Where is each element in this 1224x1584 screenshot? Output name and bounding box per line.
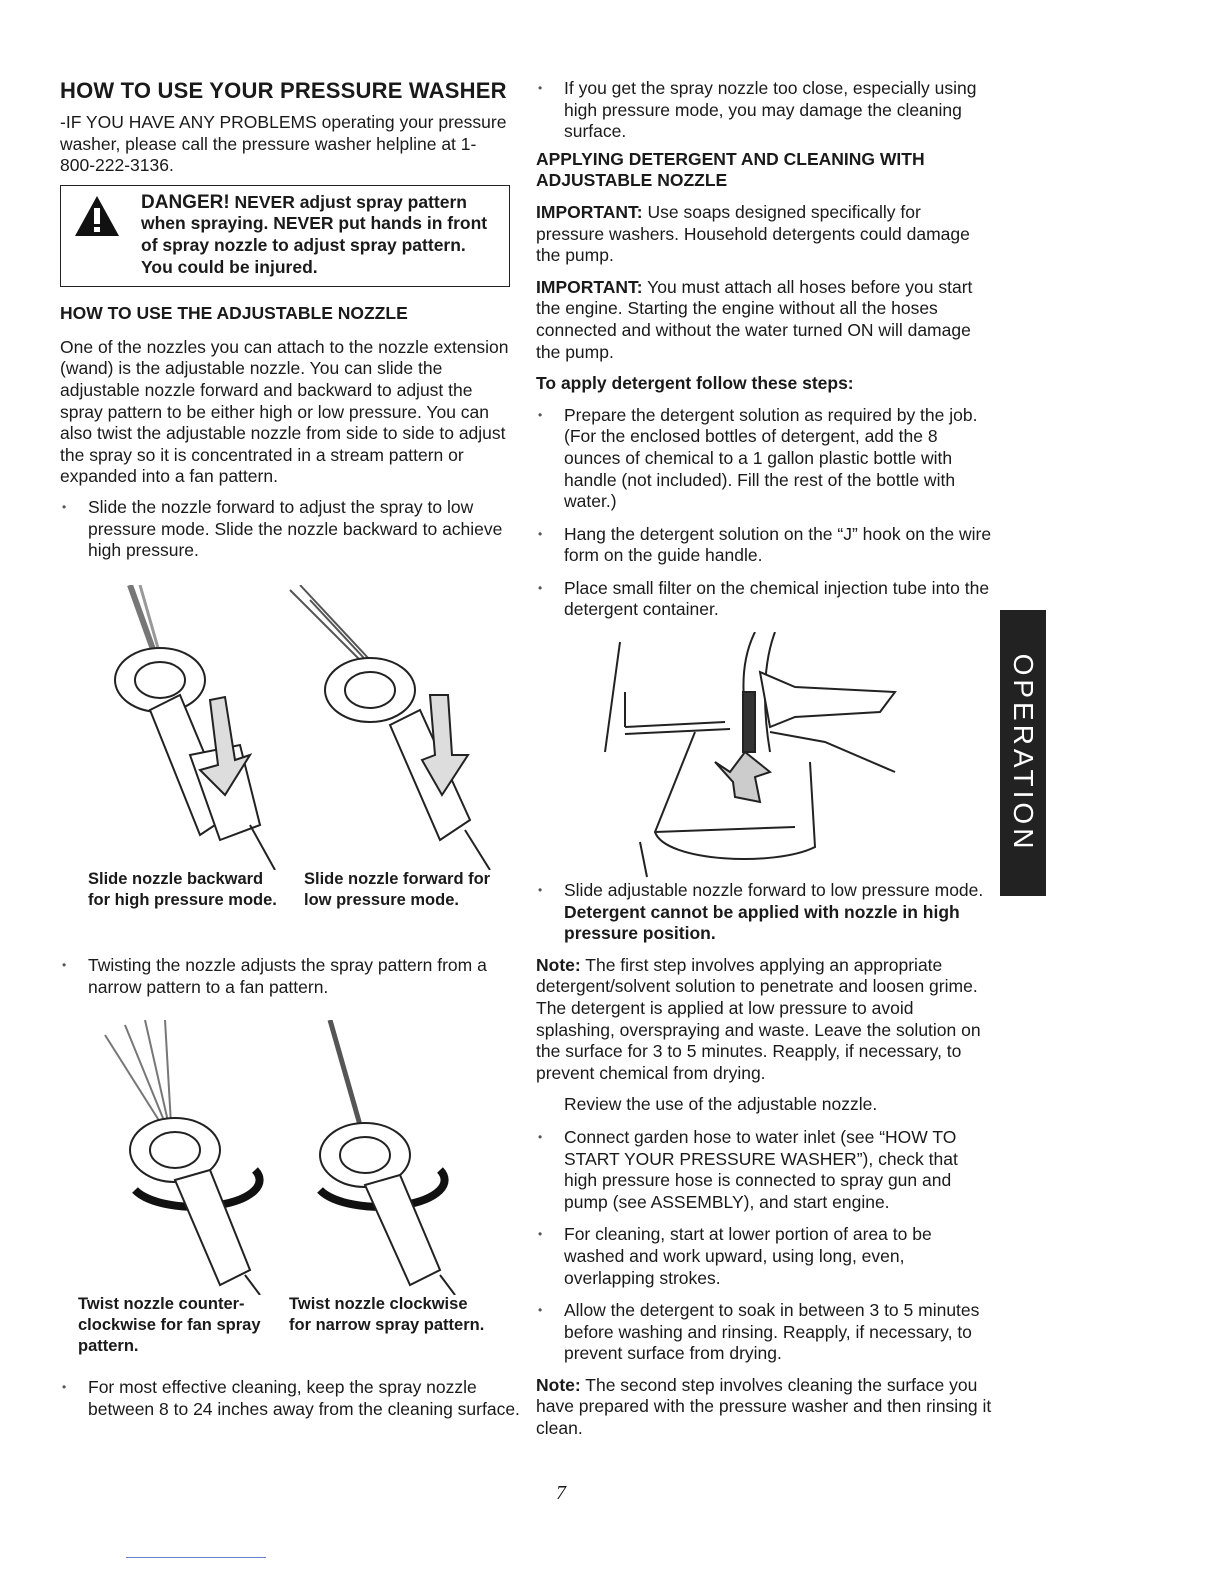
important-text-2: You must attach all hoses before you start the engine. Starting the engine without all the hoses connected and without the water turned ON will damage the pump.	[536, 276, 973, 362]
note-label-2: Note:	[536, 1374, 581, 1395]
step-connect: • Connect garden hose to water inlet (see “HOW TO START YOUR PRESSURE WASHER”), check that high pressure hose is connected to spray gun and pump (see ASSEMBLY), and start engine.	[536, 1127, 992, 1213]
danger-box	[60, 185, 510, 287]
step-soak: • Allow the detergent to soak in between 3 to 5 minutes before washing and rinsing. Reapply, if necessary, to prevent surface from drying.	[536, 1300, 992, 1365]
right-column	[536, 78, 992, 621]
step-slide-warning: Detergent cannot be applied with nozzle in high pressure position.	[564, 901, 960, 944]
nozzle-body: One of the nozzles you can attach to the nozzle extension (wand) is the adjustable nozzle. You can slide the adjustable nozzle forward and backward to adjust the spray pattern to be either high or low pressure. You can also twist the adjustable nozzle from side to side to adjust the spray so it is concentrated in a stream pattern or expanded into a fan pattern.	[60, 336, 509, 487]
nozzle-forward-drawing	[290, 585, 490, 870]
note-label-1: Note:	[536, 954, 581, 975]
important-label-1: IMPORTANT:	[536, 201, 643, 222]
nozzle-narrow-drawing	[320, 1020, 455, 1295]
nozzle-fan-drawing	[105, 1020, 260, 1295]
caption-narrow: Twist nozzle clockwise for narrow spray pattern.	[289, 1295, 485, 1334]
operation-tab-label: OPERATION	[1008, 653, 1039, 853]
nozzle-backward-drawing	[115, 585, 275, 870]
helpline-intro: -IF YOU HAVE ANY PROBLEMS operating your pressure washer, please call the pressure washer helpline at 1-800-222-3136.	[60, 112, 507, 176]
review-nozzle: Review the use of the adjustable nozzle.	[564, 1094, 878, 1115]
steps-heading: To apply detergent follow these steps:	[536, 373, 854, 394]
detergent-heading: APPLYING DETERGENT AND CLEANING WITH ADJUSTABLE NOZZLE	[536, 148, 925, 191]
right-column-lower	[536, 880, 992, 1440]
nozzle-heading: HOW TO USE THE ADJUSTABLE NOZZLE	[60, 303, 408, 324]
detergent-container-illustration	[595, 632, 915, 882]
danger-text	[141, 192, 499, 278]
important-soaps	[536, 202, 992, 267]
step-slide-low	[536, 880, 992, 945]
note-text-1: The first step involves applying an appropriate detergent/solvent solution to penetrate and loosen grime. The detergent is applied at low pressure to avoid splashing, overspraying and waste. Leave the solution on the surface for 3 to 5 minutes. Reapply, if necessary, to prevent chemical from drying.	[536, 954, 981, 1083]
step-prepare: • Prepare the detergent solution as required by the job. (For the enclosed bottles of detergent, add the 8 ounces of chemical to a 1 gallon plastic bottle with handle (not included). Fill the rest of the bottle with water.)	[536, 405, 992, 513]
bullet-distance: • For most effective cleaning, keep the spray nozzle between 8 to 24 inches away from the cleaning surface.	[60, 1377, 538, 1420]
important-text-1: Use soaps designed specifically for pressure washers. Household detergents could damage the pump.	[536, 201, 970, 266]
important-hoses	[536, 277, 992, 363]
step-hang: • Hang the detergent solution on the “J” hook on the wire form on the guide handle.	[536, 524, 992, 567]
page-title: HOW TO USE YOUR PRESSURE WASHER	[60, 78, 507, 103]
important-label-2: IMPORTANT:	[536, 276, 643, 297]
caption-fan: Twist nozzle counter-clockwise for fan spray pattern.	[78, 1295, 261, 1355]
note-second-step	[536, 1375, 992, 1440]
step-filter: • Place small filter on the chemical injection tube into the detergent container.	[536, 578, 992, 621]
slide-nozzle-illustration	[90, 585, 510, 870]
bullet-twist: • Twisting the nozzle adjusts the spray pattern from a narrow pattern to a fan pattern.	[60, 955, 538, 998]
left-column	[60, 78, 510, 562]
step-slide-text: Slide adjustable nozzle forward to low pressure mode.	[564, 880, 984, 900]
danger-body: NEVER adjust spray pattern when spraying. NEVER put hands in front of spray nozzle to adjust spray pattern. You could be injured.	[141, 191, 488, 277]
caption-forward: Slide nozzle forward for low pressure mode.	[304, 870, 491, 909]
twist-nozzle-illustration	[95, 1020, 495, 1295]
bullet-too-close: • If you get the spray nozzle too close, especially using high pressure mode, you may damage the cleaning surface.	[536, 78, 992, 143]
bottom-rule	[126, 1557, 266, 1558]
bullet-slide: • Slide the nozzle forward to adjust the spray to low pressure mode. Slide the nozzle backward to achieve high pressure.	[60, 497, 510, 562]
warning-triangle-icon	[73, 194, 121, 238]
note-text-2: The second step involves cleaning the surface you have prepared with the pressure washer and then rinsing it clean.	[536, 1374, 992, 1439]
page-number: 7	[556, 1482, 566, 1504]
caption-backward: Slide nozzle backward for high pressure mode.	[88, 870, 277, 909]
note-first-step	[536, 955, 992, 1085]
danger-lead: DANGER!	[141, 191, 230, 213]
step-cleaning: • For cleaning, start at lower portion of area to be washed and work upward, using long, even, overlapping strokes.	[536, 1224, 992, 1289]
